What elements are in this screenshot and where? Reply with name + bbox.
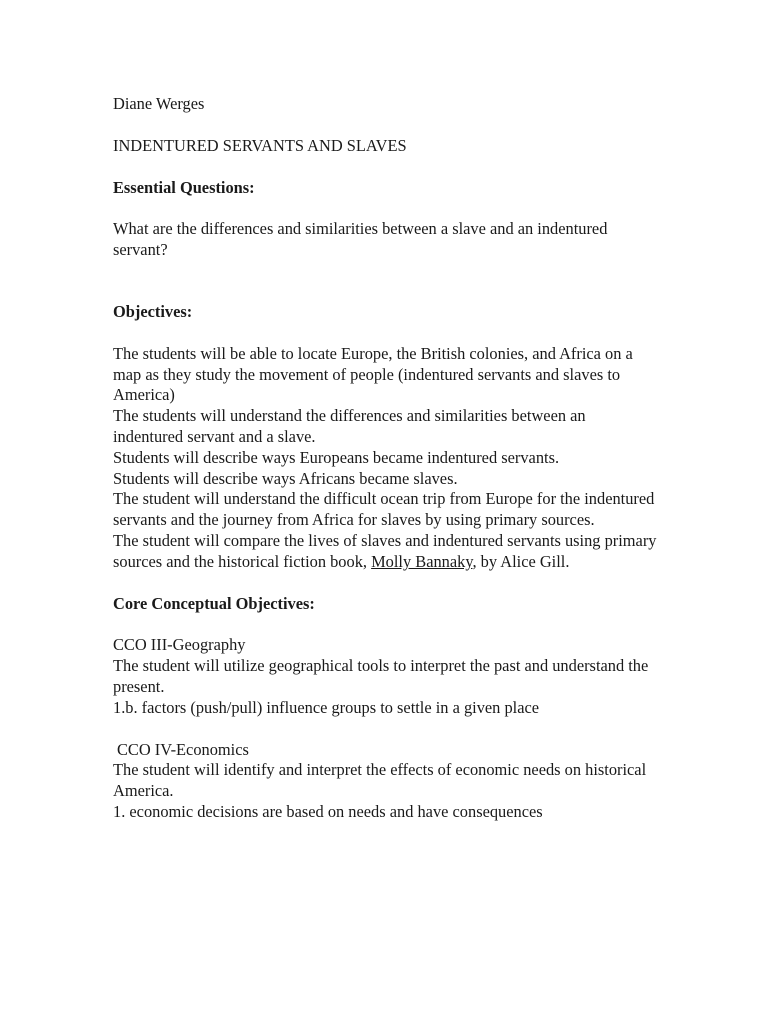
- cco-economics-label: CCO IV-Economics: [117, 739, 249, 759]
- document-title: INDENTURED SERVANTS AND SLAVES: [113, 135, 407, 155]
- core-objectives-heading: Core Conceptual Objectives:: [113, 593, 315, 613]
- objective-item: [113, 531, 658, 573]
- objective-item: The students will understand the differences and similarities between an indentured servant and a slave.: [113, 406, 586, 446]
- objective-text: , by Alice Gill.: [472, 551, 570, 571]
- essential-question-text: What are the differences and similarities between a slave and an indentured servant?: [113, 219, 608, 260]
- book-title: Molly Bannaky: [371, 551, 473, 571]
- cco-geography-label: CCO III-Geography: [113, 635, 246, 655]
- cco-geography-text: The student will utilize geographical tools to interpret the past and understand the present.: [113, 656, 649, 696]
- cco-economics-item: 1. economic decisions are based on needs and have consequences: [113, 801, 543, 821]
- objective-item: Students will describe ways Europeans became indentured servants.: [113, 447, 560, 467]
- document-page: [113, 94, 658, 823]
- cco-geography-item: 1.b. factors (push/pull) influence groups to settle in a given place: [113, 697, 540, 717]
- objective-item: Students will describe ways Africans became slaves.: [113, 468, 458, 488]
- objective-item: The student will understand the difficult ocean trip from Europe for the indentured servants and the journey from Africa for slaves by using primary sources.: [113, 489, 655, 530]
- objective-item: The students will be able to locate Europe, the British colonies, and Africa on a map as they study the movement of people (indentured servants and slaves to America): [113, 343, 633, 405]
- essential-questions-heading: Essential Questions:: [113, 177, 255, 197]
- objectives-heading: Objectives:: [113, 301, 193, 321]
- cco-economics-text: The student will identify and interpret the effects of economic needs on historical America.: [113, 760, 647, 801]
- objective-text: The student will compare the lives of slaves and indentured servants using primary sources and the historical fiction book,: [113, 530, 657, 571]
- author-name: Diane Werges: [113, 94, 205, 113]
